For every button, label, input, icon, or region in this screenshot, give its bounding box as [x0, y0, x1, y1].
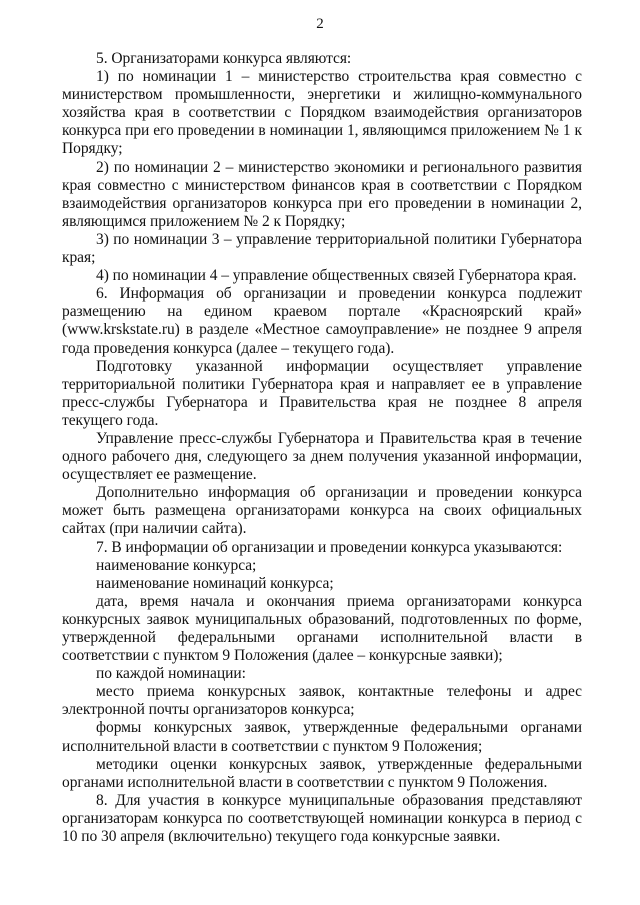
paragraph-5-heading: 5. Организаторами конкурса являются:	[96, 50, 352, 67]
paragraph-7-item-forms: формы конкурсных заявок, утвержденные федеральными органами исполнительной власти в соответствии с пунктом 9 Положения;	[62, 719, 582, 755]
paragraph-7-item-place: место приема конкурсных заявок, контактные телефоны и адрес электронной почты организаторов конкурса;	[62, 683, 582, 719]
paragraph-6: 6. Информация об организации и проведении конкурса подлежит размещению на едином краевом портале «Красноярский край» (www.krskstate.ru) в разделе «Местное самоуправление» не позднее 9 апреля года проведения конкурса (далее – текущего года).	[62, 285, 582, 357]
paragraph-7-item-methods: методики оценки конкурсных заявок, утвержденные федеральными органами исполнительной власти в соответствии с пунктом 9 Положения.	[62, 755, 582, 791]
paragraph-6-additional: Дополнительно информация об организации и проведении конкурса может быть размещена организаторами конкурса на своих официальных сайтах (при наличии сайта).	[62, 484, 582, 538]
paragraph-5-item-3: 3) по номинации 3 – управление территориальной политики Губернатора края;	[62, 230, 582, 267]
paragraph-7-item-nominations: наименование номинаций конкурса;	[96, 574, 334, 592]
paragraph-8: 8. Для участия в конкурсе муниципальные образования представляют организаторам конкурса по соответствующей номинации конкурса в период с 10 по 30 апреля (включительно) текущего года конкурсные заявки.	[62, 791, 582, 846]
document-body	[62, 50, 582, 846]
paragraph-6-preparation: Подготовку указанной информации осуществляет управление территориальной политики Губернатора края и направляет ее в управление пресс-службы Губернатора и Правительства края не позднее 8 апреля текущего года.	[62, 357, 582, 429]
page-number: 2	[316, 16, 324, 32]
paragraph-5-item-2: 2) по номинации 2 – министерство экономики и регионального развития края совместно с министерством финансов края в соответствии с Порядком взаимодействия организаторов конкурса при его проведении в номинации 2, являющимся приложением № 2 к Порядку;	[62, 158, 582, 230]
paragraph-7-heading: 7. В информации об организации и проведении конкурса указываются:	[96, 538, 563, 556]
paragraph-7-per-nomination: по каждой номинации:	[96, 665, 246, 683]
paragraph-7-item-name: наименование конкурса;	[96, 556, 257, 574]
paragraph-6-publication: Управление пресс-службы Губернатора и Правительства края в течение одного рабочего дня, следующего за днем получения указанной информации, осуществляет ее размещение.	[62, 429, 582, 484]
paragraph-7-item-dates: дата, время начала и окончания приема организаторами конкурса конкурсных заявок муниципальных образований, подготовленных по форме, утвержденной федеральными органами исполнительной власти в соответствии с пунктом 9 Положения (далее – конкурсные заявки);	[62, 592, 582, 665]
paragraph-5-item-4: 4) по номинации 4 – управление общественных связей Губернатора края.	[96, 267, 577, 285]
paragraph-5-item-1: 1) по номинации 1 – министерство строительства края совместно с министерством промышленности, энергетики и жилищно-коммунального хозяйства края в соответствии с Порядком взаимодействия организаторов конкурса при его проведении в номинации 1, являющимся приложением № 1 к Порядку;	[62, 68, 582, 158]
